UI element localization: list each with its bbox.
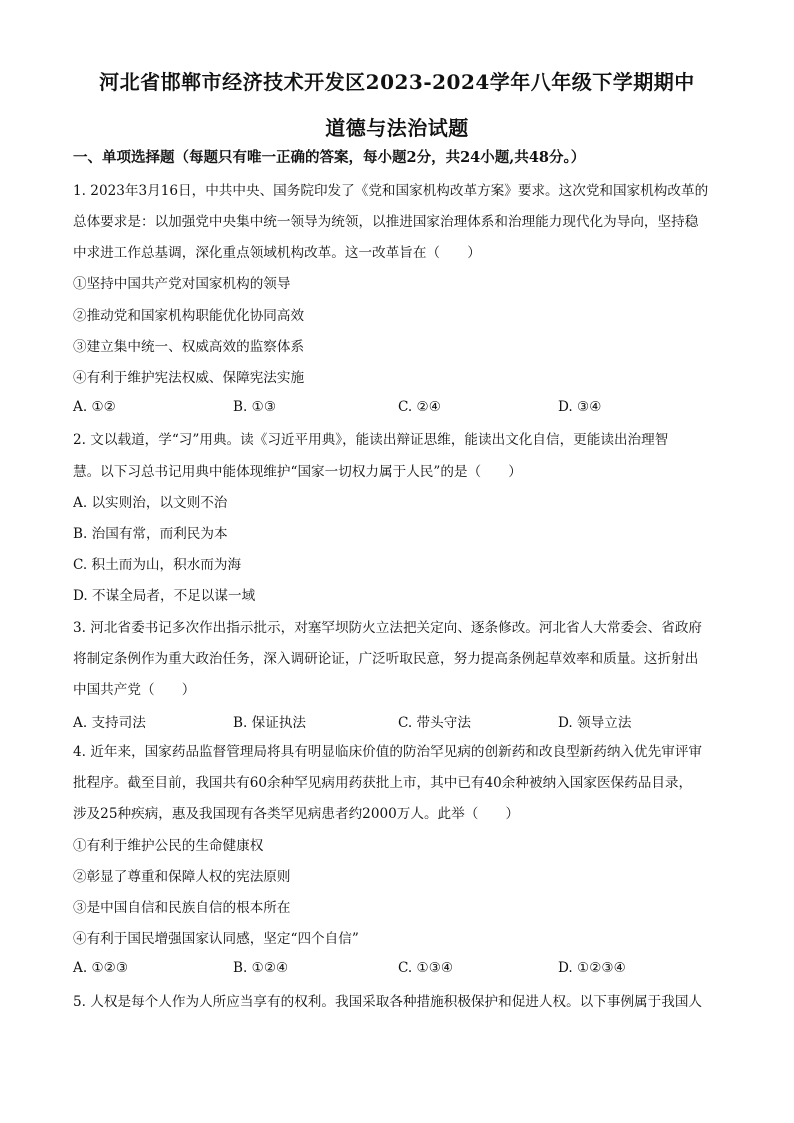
- question-3-option-d[interactable]: D. 领导立法: [558, 715, 632, 731]
- question-2-option-b[interactable]: B. 治国有常，而利民为本: [73, 526, 228, 542]
- question-2-stem-line: 2. 文以载道，学“习”用典。读《习近平用典》，能读出辩证思维，能读出文化自信，更能读出治理智: [73, 432, 669, 448]
- exam-title-line1: 河北省邯郸市经济技术开发区2023-2024学年八年级下学期期中: [99, 70, 695, 94]
- question-1-option-b[interactable]: B. ①③: [233, 399, 277, 415]
- question-3-stem-line: 将制定条例作为重大政治任务，深入调研论证，广泛听取民意，努力提高条例起草效率和质量。这折射出: [73, 651, 699, 667]
- question-1-item: ②推动党和国家机构职能优化协同高效: [73, 308, 305, 324]
- question-4-item: ①有利于维护公民的生命健康权: [73, 838, 264, 854]
- question-1-option-d[interactable]: D. ③④: [558, 399, 602, 415]
- exam-title-line2: 道德与法治试题: [325, 116, 469, 140]
- question-2-stem-line: 慧。以下习总书记用典中能体现维护“国家一切权力属于人民”的是（ ）: [73, 464, 522, 480]
- question-4-stem-line: 批程序。截至目前，我国共有60余种罕见病用药获批上市，其中已有40余种被纳入国家医保药品目录，: [73, 775, 693, 791]
- question-3-stem-line: 3. 河北省委书记多次作出指示批示，对塞罕坝防火立法把关定向、逐条修改。河北省人大常委会、省政府: [73, 620, 703, 636]
- question-1-stem-line: 总体要求是：以加强党中央集中统一领导为统领，以推进国家治理体系和治理能力现代化为导向，坚持稳: [73, 214, 699, 230]
- section-heading: 一、单项选择题（每题只有唯一正确的答案，每小题2分，共24小题,共48分。）: [73, 149, 586, 166]
- question-4-option-b[interactable]: B. ①②④: [233, 960, 289, 976]
- question-3-option-a[interactable]: A. 支持司法: [73, 715, 146, 731]
- question-1-stem-line: 1. 2023年3月16日，中共中央、国务院印发了《党和国家机构改革方案》要求。这次党和国家机构改革的: [73, 183, 709, 199]
- question-4-item: ④有利于国民增强国家认同感，坚定“四个自信”: [73, 931, 359, 947]
- question-1-item: ④有利于维护宪法权威、保障宪法实施: [73, 370, 305, 386]
- question-4-stem-line: 4. 近年来，国家药品监督管理局将具有明显临床价值的防治罕见病的创新药和改良型新药纳入优先审评审: [73, 744, 703, 760]
- question-4-option-d[interactable]: D. ①②③④: [558, 960, 626, 976]
- question-2-option-a[interactable]: A. 以实则治，以文则不治: [73, 495, 228, 511]
- question-2-option-d[interactable]: D. 不谋全局者，不足以谋一域: [73, 588, 256, 604]
- question-2-option-c[interactable]: C. 积土而为山，积水而为海: [73, 557, 242, 573]
- question-1-item: ①坚持中国共产党对国家机构的领导: [73, 276, 291, 292]
- question-4-stem-line: 涉及25种疾病，惠及我国现有各类罕见病患者约2000万人。此举（ ）: [73, 806, 520, 822]
- question-1-item: ③建立集中统一、权威高效的监察体系: [73, 339, 305, 355]
- question-4-item: ②彰显了尊重和保障人权的宪法原则: [73, 869, 291, 885]
- question-1-stem-line: 中求进工作总基调，深化重点领域机构改革。这一改革旨在（ ）: [73, 245, 481, 261]
- question-4-option-a[interactable]: A. ①②③: [73, 960, 129, 976]
- question-3-option-b[interactable]: B. 保证执法: [233, 715, 307, 731]
- question-3-option-c[interactable]: C. 带头守法: [398, 715, 471, 731]
- question-4-option-c[interactable]: C. ①③④: [398, 960, 454, 976]
- question-4-item: ③是中国自信和民族自信的根本所在: [73, 900, 291, 916]
- question-1-option-a[interactable]: A. ①②: [73, 399, 116, 415]
- question-1-option-c[interactable]: C. ②④: [398, 399, 441, 415]
- question-3-stem-line: 中国共产党（ ）: [73, 682, 196, 698]
- question-5-stem-line: 5. 人权是每个人作为人所应当享有的权利。我国采取各种措施积极保护和促进人权。以下事例属于我国人: [73, 994, 703, 1010]
